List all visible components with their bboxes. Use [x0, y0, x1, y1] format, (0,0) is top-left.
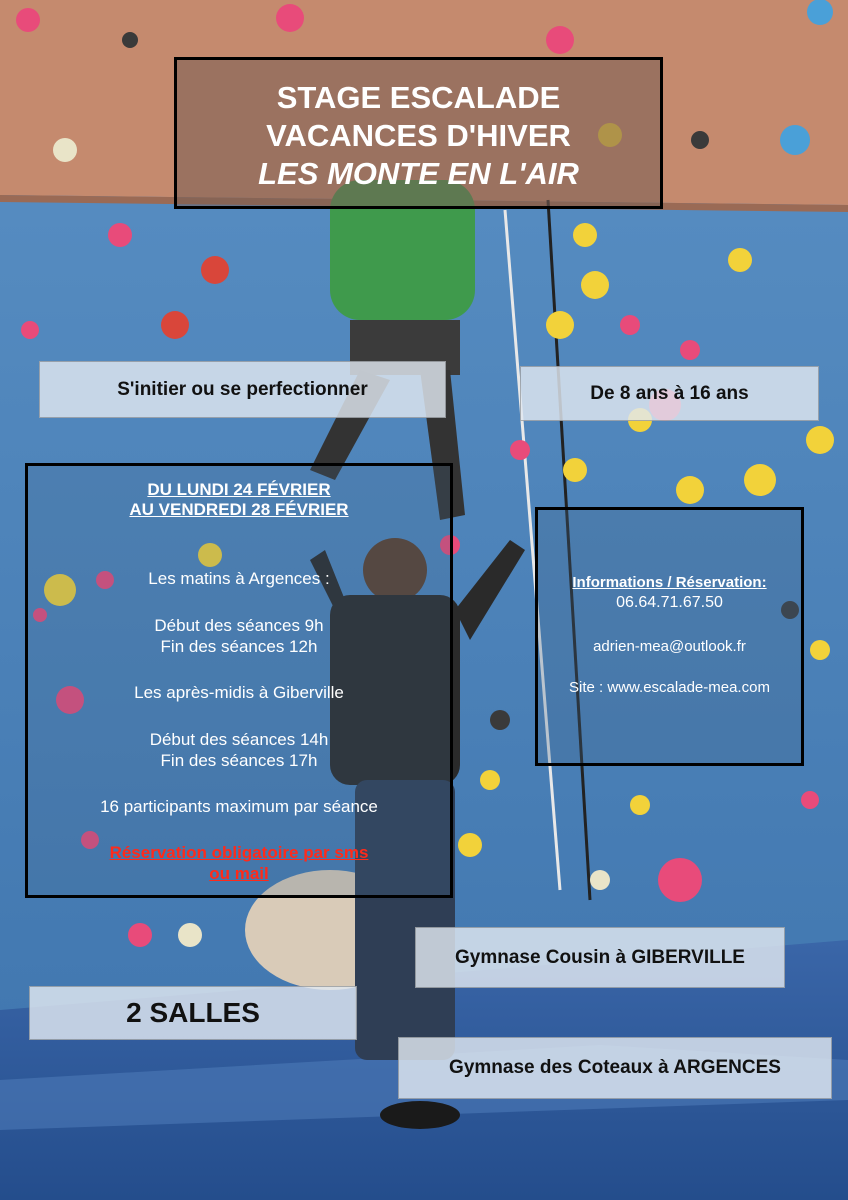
- title-line-3: LES MONTE EN L'AIR: [258, 156, 579, 191]
- title-line-1: STAGE ESCALADE: [276, 80, 561, 115]
- contact-phone[interactable]: 06.64.71.67.50: [616, 594, 723, 611]
- venue-count-box: [29, 986, 357, 1040]
- afternoon-title: Les après-midis à Giberville: [134, 683, 344, 702]
- morning-end: Fin des séances 12h: [160, 637, 318, 656]
- morning-title: Les matins à Argences :: [148, 569, 330, 588]
- venue-1-box: [415, 927, 785, 988]
- contact-heading: Informations / Réservation:: [572, 574, 767, 591]
- contact-panel: [535, 507, 804, 766]
- age-range-text: De 8 ans à 16 ans: [590, 382, 749, 404]
- venue-1-text: Gymnase Cousin à GIBERVILLE: [454, 946, 745, 968]
- title-line-2: VACANCES D'HIVER: [266, 118, 571, 153]
- tagline-box: [39, 361, 446, 418]
- booking-note-line-1: Réservation obligatoire par sms: [109, 843, 369, 862]
- booking-note-line-2: ou mail: [209, 864, 269, 883]
- date-line-2: AU VENDREDI 28 FÉVRIER: [129, 500, 349, 519]
- schedule-panel: [25, 463, 453, 898]
- morning-start: Début des séances 9h: [154, 616, 324, 635]
- poster-title: [174, 57, 663, 209]
- date-range: [28, 480, 450, 520]
- age-range-box: [520, 366, 819, 421]
- afternoon-end: Fin des séances 17h: [160, 751, 318, 770]
- venue-2-text: Gymnase des Coteaux à ARGENCES: [449, 1057, 781, 1078]
- contact-email[interactable]: adrien-mea@outlook.fr: [593, 638, 746, 655]
- contact-website[interactable]: Site : www.escalade-mea.com: [569, 679, 770, 696]
- venue-count-text: 2 SALLES: [126, 997, 260, 1028]
- afternoon-start: Début des séances 14h: [149, 730, 329, 749]
- venue-2-box: [398, 1037, 832, 1099]
- date-line-1: DU LUNDI 24 FÉVRIER: [147, 480, 331, 499]
- tagline-text: S'initier ou se perfectionner: [117, 378, 368, 400]
- capacity-text: 16 participants maximum par séance: [100, 797, 378, 816]
